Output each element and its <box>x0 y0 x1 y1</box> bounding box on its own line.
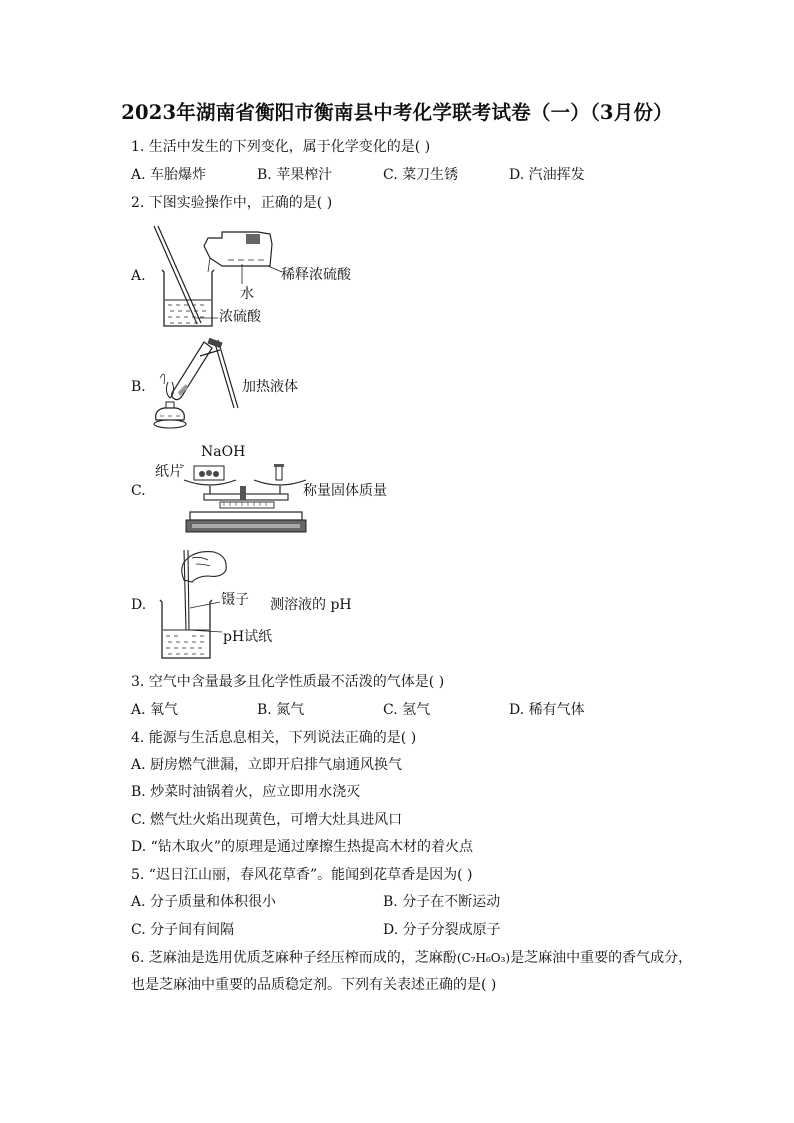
q2-b-letter: B. <box>131 379 146 395</box>
q6-stem-part1: 6. 芝麻油是选用优质芝麻种子经压榨而成的，芝麻酚 <box>131 950 457 966</box>
q5-option-d: D. 分子分裂成原子 <box>383 922 501 938</box>
label-paper: 纸片 <box>155 464 183 480</box>
q6-stem-part2: 是芝麻油中重要的香气成分， <box>510 950 693 966</box>
page-title: 2023年湖南省衡阳市衡南县中考化学联考试卷（一）（3月份） <box>121 101 673 124</box>
q4-option-c: C. 燃气灶火焰出现黄色，可增大灶具进风口 <box>131 812 403 828</box>
question-4-stem: 4. 能源与生活息息相关，下列说法正确的是( ) <box>131 730 417 746</box>
q1-option-a: A. 车胎爆炸 <box>131 167 207 183</box>
q4-option-b: B. 炒菜时油锅着火，应立即用水浇灭 <box>131 784 361 800</box>
q1-option-b: B. 苹果榨汁 <box>257 167 333 183</box>
q1-option-d: D. 汽油挥发 <box>509 167 585 183</box>
heating-figure <box>148 338 240 434</box>
q5-option-a: A. 分子质量和体积很小 <box>131 894 277 910</box>
question-1-stem: 1. 生活中发生的下列变化，属于化学变化的是( ) <box>131 139 431 155</box>
label-water: 水 <box>240 286 254 302</box>
q2-a-letter: A. <box>131 268 146 284</box>
question-3-stem: 3. 空气中含量最多且化学性质最不活泼的气体是( ) <box>131 674 445 690</box>
question-6-stem <box>131 949 692 967</box>
question-6-stem-line2: 也是芝麻油中重要的品质稳定剂。下列有关表述正确的是( ) <box>131 977 497 993</box>
q4-option-d: D. “钻木取火”的原理是通过摩擦生热提高木材的着火点 <box>131 839 473 855</box>
question-5-stem: 5. “迟日江山丽，春风花草香”。能闻到花草香是因为( ) <box>131 867 473 883</box>
label-tweezers: 镊子 <box>221 592 249 608</box>
label-dilute-acid: 稀释浓硫酸 <box>281 267 351 283</box>
q3-option-a: A. 氧气 <box>131 702 179 718</box>
label-weighing: 称量固体质量 <box>303 483 387 499</box>
q2-c-letter: C. <box>131 483 146 499</box>
q4-option-a: A. 厨房燃气泄漏，立即开启排气扇通风换气 <box>131 757 403 773</box>
q3-option-b: B. 氮气 <box>257 702 305 718</box>
q5-option-b: B. 分子在不断运动 <box>383 894 501 910</box>
q3-option-c: C. 氢气 <box>383 702 431 718</box>
question-2-stem: 2. 下图实验操作中，正确的是( ) <box>131 195 333 211</box>
label-ph-paper: pH试纸 <box>223 629 273 645</box>
q2-d-letter: D. <box>131 597 147 613</box>
balance-figure <box>180 456 310 536</box>
q3-option-d: D. 稀有气体 <box>509 702 585 718</box>
label-naoh: NaOH <box>201 444 246 460</box>
label-conc-acid: 浓硫酸 <box>219 309 261 325</box>
label-measure-ph: 测溶液的 pH <box>270 597 352 613</box>
q6-formula: (C₇H₆O₃) <box>456 951 511 965</box>
label-heating-liquid: 加热液体 <box>242 379 298 395</box>
q1-option-c: C. 菜刀生锈 <box>383 167 459 183</box>
q5-option-c: C. 分子间有间隔 <box>131 922 235 938</box>
